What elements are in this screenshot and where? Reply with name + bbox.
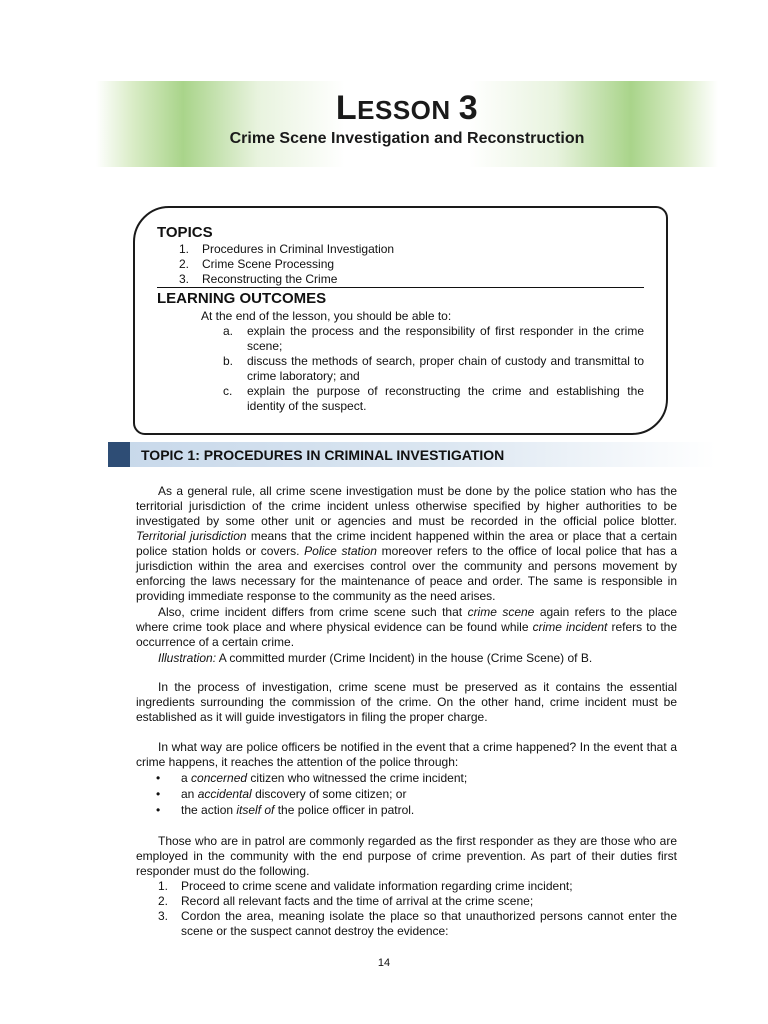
paragraph-text: means that the crime incident happened within the area or place that a certain police station holds or covers. — [136, 529, 677, 558]
step-number: 1. — [158, 879, 169, 893]
numbered-step — [136, 879, 677, 894]
outcome-text: discuss the methods of search, proper chain of custody and transmittal to crime laboratory; and — [247, 354, 644, 383]
topics-heading: TOPICS — [157, 224, 213, 241]
lesson-banner — [96, 81, 718, 167]
paragraph-text: A committed murder (Crime Incident) in the house (Crime Scene) of B. — [216, 651, 593, 665]
topic-text: Crime Scene Processing — [202, 257, 335, 271]
learning-outcome-item — [223, 354, 644, 384]
step-text: Proceed to crime scene and validate information regarding crime incident; — [181, 879, 573, 893]
outcome-letter: a. — [223, 324, 234, 338]
learning-outcomes-heading: LEARNING OUTCOMES — [157, 290, 327, 307]
numbered-step — [136, 909, 677, 939]
bullet-text: the action itself of the police officer in patrol. — [181, 803, 415, 817]
lesson-title — [96, 89, 718, 128]
paragraph-preservation: In the process of investigation, crime scene must be preserved as it contains the essential ingredients surrounding the commission of the crime. On the other hand, crime incident must be established as it will guide investigators in filing the proper charge. — [136, 680, 677, 724]
learning-outcome-item — [223, 324, 644, 354]
term-territorial-jurisdiction: Territorial jurisdiction — [136, 529, 247, 543]
step-text: Cordon the area, meaning isolate the place so that unauthorized persons cannot enter the scene or the suspect cannot destroy the evidence: — [181, 909, 677, 938]
topic1-heading: TOPIC 1: PROCEDURES IN CRIMINAL INVESTIGATION — [141, 447, 505, 463]
outcome-letter: c. — [223, 384, 233, 398]
learning-outcomes-intro: At the end of the lesson, you should be able to: — [201, 309, 452, 323]
topics-outcomes-box — [133, 206, 668, 435]
paragraph-jurisdiction — [136, 484, 677, 604]
step-text: Record all relevant facts and the time of arrival at the crime scene; — [181, 894, 534, 908]
topic-text: Procedures in Criminal Investigation — [202, 242, 395, 256]
paragraph-crime-scene-vs-incident — [136, 605, 677, 650]
outcome-text: explain the process and the responsibility of first responder in the crime scene; — [247, 324, 644, 353]
heading-accent-square — [108, 442, 130, 467]
term-police-station: Police station — [304, 544, 377, 558]
step-number: 3. — [158, 909, 169, 923]
step-number: 2. — [158, 894, 169, 908]
outcome-text: explain the purpose of reconstructing the crime and establishing the identity of the suspect. — [247, 384, 644, 413]
paragraph-text: again refers to the place where crime took place and where physical evidence can be found while — [136, 605, 678, 634]
bullet-text: an accidental discovery of some citizen; or — [181, 787, 407, 801]
lesson-title-rest: ESSON — [357, 95, 451, 125]
topic-number: 1. — [179, 242, 190, 256]
illustration-label: Illustration: — [158, 651, 217, 665]
paragraph-text: Also, crime incident differs from crime scene such that — [158, 605, 468, 619]
paragraph-first-responder: Those who are in patrol are commonly regarded as the first responder as they are those who are employed in the community with the end purpose of crime prevention. As part of their duties first responder must do the following. — [136, 834, 677, 878]
lesson-number: 3 — [458, 89, 479, 127]
term-crime-incident: crime incident — [532, 620, 608, 634]
learning-outcome-item — [223, 384, 644, 414]
bullet-text: a concerned citizen who witnessed the crime incident; — [181, 771, 468, 785]
page-number: 14 — [377, 957, 391, 969]
section-divider — [157, 287, 644, 288]
paragraph-text: As a general rule, all crime scene investigation must be done by the police station who has the territorial jurisdiction of the crime incident unless otherwise specified by higher authorities to be investigated by some other unit or agencies and must be recorded in the official police blotter. — [136, 484, 677, 528]
term-crime-scene: crime scene — [467, 605, 535, 619]
bullet-icon: • — [156, 803, 161, 817]
topic-text: Reconstructing the Crime — [202, 272, 338, 286]
topic-number: 3. — [179, 272, 190, 286]
paragraph-notification: In what way are police officers be notified in the event that a crime happened? In the event that a crime happens, it reaches the attention of the police through: — [136, 740, 677, 769]
paragraph-text: refers to the occurrence of a certain crime. — [136, 620, 677, 649]
paragraph-illustration — [136, 651, 677, 666]
lesson-title-initial: L — [335, 89, 358, 127]
bullet-icon: • — [156, 787, 161, 801]
lesson-subtitle: Crime Scene Investigation and Reconstruction — [229, 130, 585, 147]
numbered-step — [136, 894, 677, 909]
topic1-heading-bar — [108, 442, 716, 467]
outcome-letter: b. — [223, 354, 234, 368]
topic-number: 2. — [179, 257, 190, 271]
paragraph-text: moreover refers to the office of local police that has a jurisdiction within the area and exercises control over the community and persons movement by enforcing the laws necessary for the maintenance of peace and order. The same is responsible in providing immediate response to the community as the need arises. — [136, 544, 678, 603]
bullet-icon: • — [156, 771, 161, 785]
